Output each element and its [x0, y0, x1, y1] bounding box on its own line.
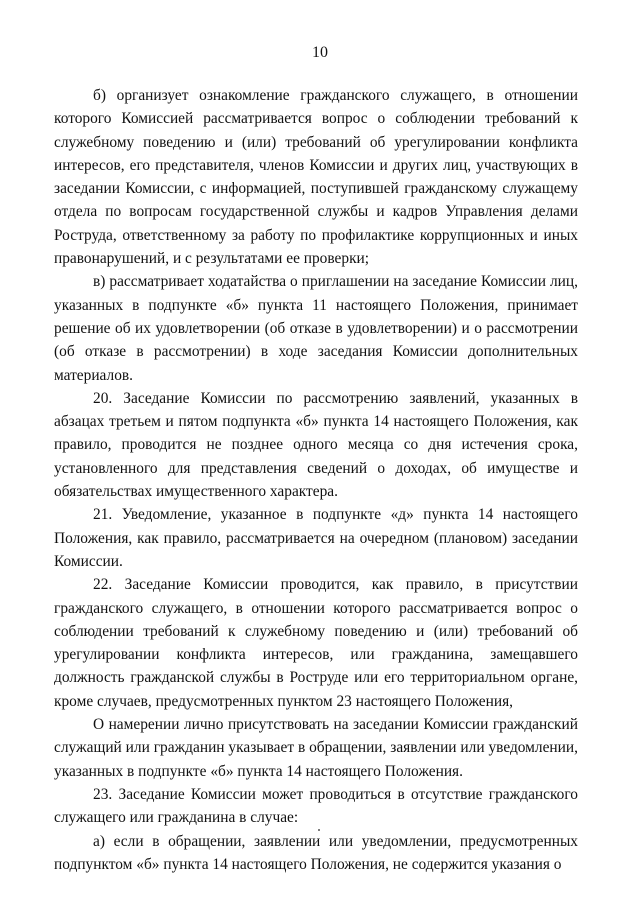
paragraph-22: 22. Заседание Комиссии проводится, как правило, в присутствии гражданского служащего, в отношении которого рассматривается вопрос о соблюдении требований к служебному поведению и (или) требований об урегулировании конфликта интересов, или гражданина, замещавшего должность гражданской службы в Роструде или его территориальном органе, кроме случаев, предусмотренных пунктом 23 настоящего Положения,	[54, 576, 578, 710]
document-body	[54, 84, 578, 876]
paragraph-19b: б) организует ознакомление гражданского служащего, в отношении которого Комиссией рассматривается вопрос о соблюдении требований к служебному поведению и (или) требований об урегулировании конфликта интересов, его представителя, членов Комиссии и других лиц, участвующих в заседании Комиссии, с информацией, поступившей гражданскому служащему отдела по вопросам государственной службы и кадров Управления делами Роструда, ответственному за работу по профилактике коррупционных и иных правонарушений, и с результатами ее проверки;	[54, 87, 578, 268]
paragraph-23: 23. Заседание Комиссии может проводиться в отсутствие гражданского служащего или гражданина в случае:	[54, 785, 578, 827]
paragraph-22-note: О намерении лично присутствовать на заседании Комиссии гражданский служащий или гражданин указывает в обращении, заявлении или уведомлении, указанных в подпункте «б» пункта 14 настоящего Положения.	[54, 716, 578, 780]
paragraph-20: 20. Заседание Комиссии по рассмотрению заявлений, указанных в абзацах третьем и пятом подпункта «б» пункта 14 настоящего Положения, как правило, проводится не позднее одного месяца со дня истечения срока, установленного для представления сведений о доходах, об имуществе и обязательствах имущественного характера.	[54, 389, 578, 501]
paragraph-19v: в) рассматривает ходатайства о приглашении на заседание Комиссии лиц, указанных в подпункте «б» пункта 11 настоящего Положения, принимает решение об их удовлетворении (об отказе в удовлетворении) и о рассмотрении (об отказе в рассмотрении) в ходе заседания Комиссии дополнительных материалов.	[54, 273, 578, 384]
paragraph-23a: а) если в обращении, заявлении или уведомлении, предусмотренных подпунктом «б» пункта 14 настоящего Положения, не содержится указания о	[54, 832, 578, 873]
scan-speck	[318, 829, 320, 831]
page-number: 10	[312, 44, 328, 61]
paragraph-21: 21. Уведомление, указанное в подпункте «д» пункта 14 настоящего Положения, как правило, рассматривается на очередном (плановом) заседании Комиссии.	[54, 506, 578, 570]
